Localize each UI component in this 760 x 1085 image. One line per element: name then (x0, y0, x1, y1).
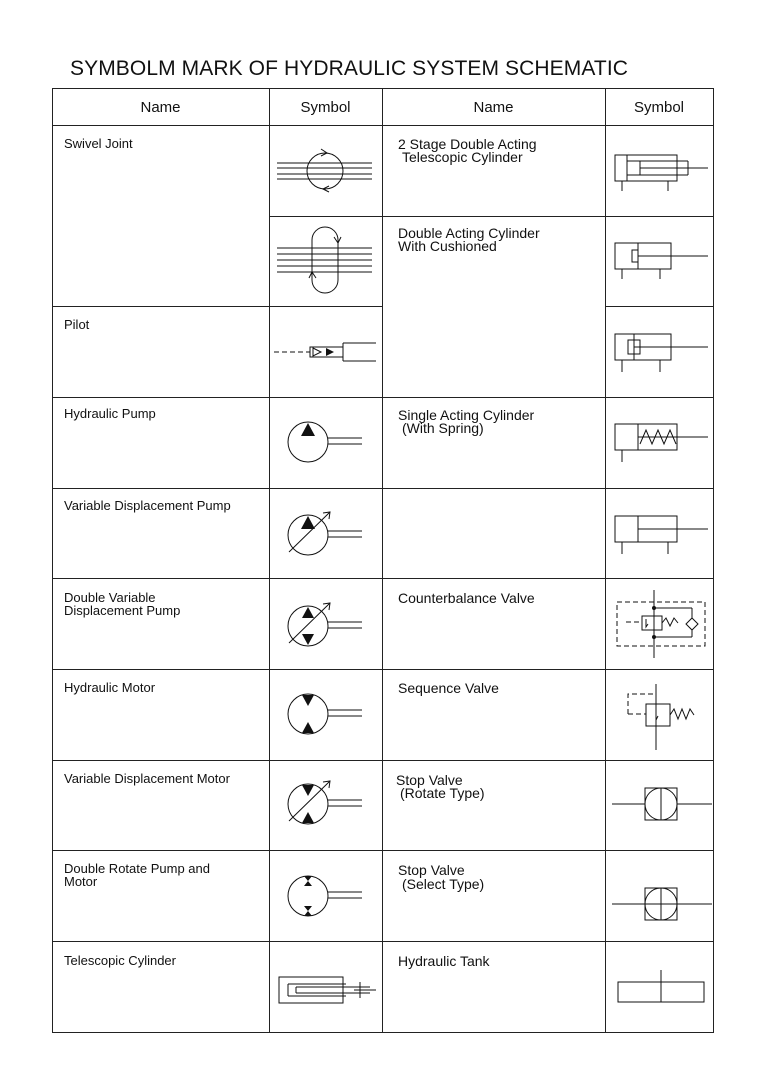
name-double-acting-line1: Double Acting Cylinder (398, 225, 540, 241)
single-acting-cylinder-symbol (610, 418, 710, 464)
name-hydraulic-tank: Hydraulic Tank (398, 953, 490, 969)
stop-valve-rotate-symbol (610, 782, 712, 828)
header-symbol-right: Symbol (633, 99, 685, 116)
name-sequence-valve: Sequence Valve (398, 680, 499, 696)
name-double-variable-pump-line2: Displacement Pump (64, 603, 181, 618)
name-pilot: Pilot (64, 317, 90, 332)
two-stage-cylinder-symbol (610, 148, 710, 194)
name-stop-select-line2: (Select Type) (402, 876, 485, 892)
name-telescopic-cylinder: Telescopic Cylinder (64, 953, 176, 968)
name-double-rotate-line1: Double Rotate Pump and (64, 861, 210, 876)
variable-pump-symbol (284, 505, 364, 565)
double-acting-cylinder-symbol (610, 510, 710, 556)
name-stop-rotate-line1: Stop Valve (396, 772, 463, 788)
name-hydraulic-motor: Hydraulic Motor (64, 680, 156, 695)
tank-symbol (612, 968, 712, 1008)
name-stop-rotate-line2: (Rotate Type) (400, 785, 485, 801)
name-two-stage-line1: 2 Stage Double Acting (398, 136, 537, 152)
name-single-acting-line2: (With Spring) (402, 420, 484, 436)
header-symbol-left: Symbol (300, 99, 351, 116)
pump-symbol (284, 412, 364, 472)
double-rotate-symbol (284, 866, 364, 926)
cushioned-cylinder-symbol (610, 236, 710, 282)
name-swivel-joint: Swivel Joint (64, 136, 133, 151)
name-single-acting-line1: Single Acting Cylinder (398, 407, 535, 423)
name-counterbalance-valve: Counterbalance Valve (398, 590, 535, 606)
double-variable-pump-symbol (284, 596, 364, 656)
motor-symbol (284, 684, 364, 744)
counterbalance-valve-symbol (612, 588, 712, 660)
variable-motor-symbol (284, 774, 364, 834)
name-hydraulic-pump: Hydraulic Pump (64, 406, 156, 421)
header-name-left: Name (140, 99, 181, 116)
name-double-variable-pump-line1: Double Variable (64, 590, 156, 605)
pilot-symbol (272, 338, 378, 368)
page-title: SYMBOLM MARK OF HYDRAULIC SYSTEM SCHEMATIC (70, 57, 629, 80)
telescopic-cylinder-symbol (274, 972, 378, 1008)
name-double-acting-line2: With Cushioned (398, 238, 497, 254)
stop-valve-select-symbol (610, 882, 712, 928)
name-variable-displacement-motor: Variable Displacement Motor (64, 771, 230, 786)
header-name-right: Name (473, 99, 514, 116)
swivel-joint-symbol (272, 140, 378, 210)
name-two-stage-line2: Telescopic Cylinder (402, 149, 523, 165)
swivel-joint-symbol (272, 222, 378, 302)
name-variable-displacement-pump: Variable Displacement Pump (64, 498, 231, 513)
name-double-rotate-line2: Motor (64, 874, 98, 889)
sequence-valve-symbol (616, 680, 706, 752)
cushioned-cylinder-symbol (610, 328, 710, 374)
name-stop-select-line1: Stop Valve (398, 862, 465, 878)
